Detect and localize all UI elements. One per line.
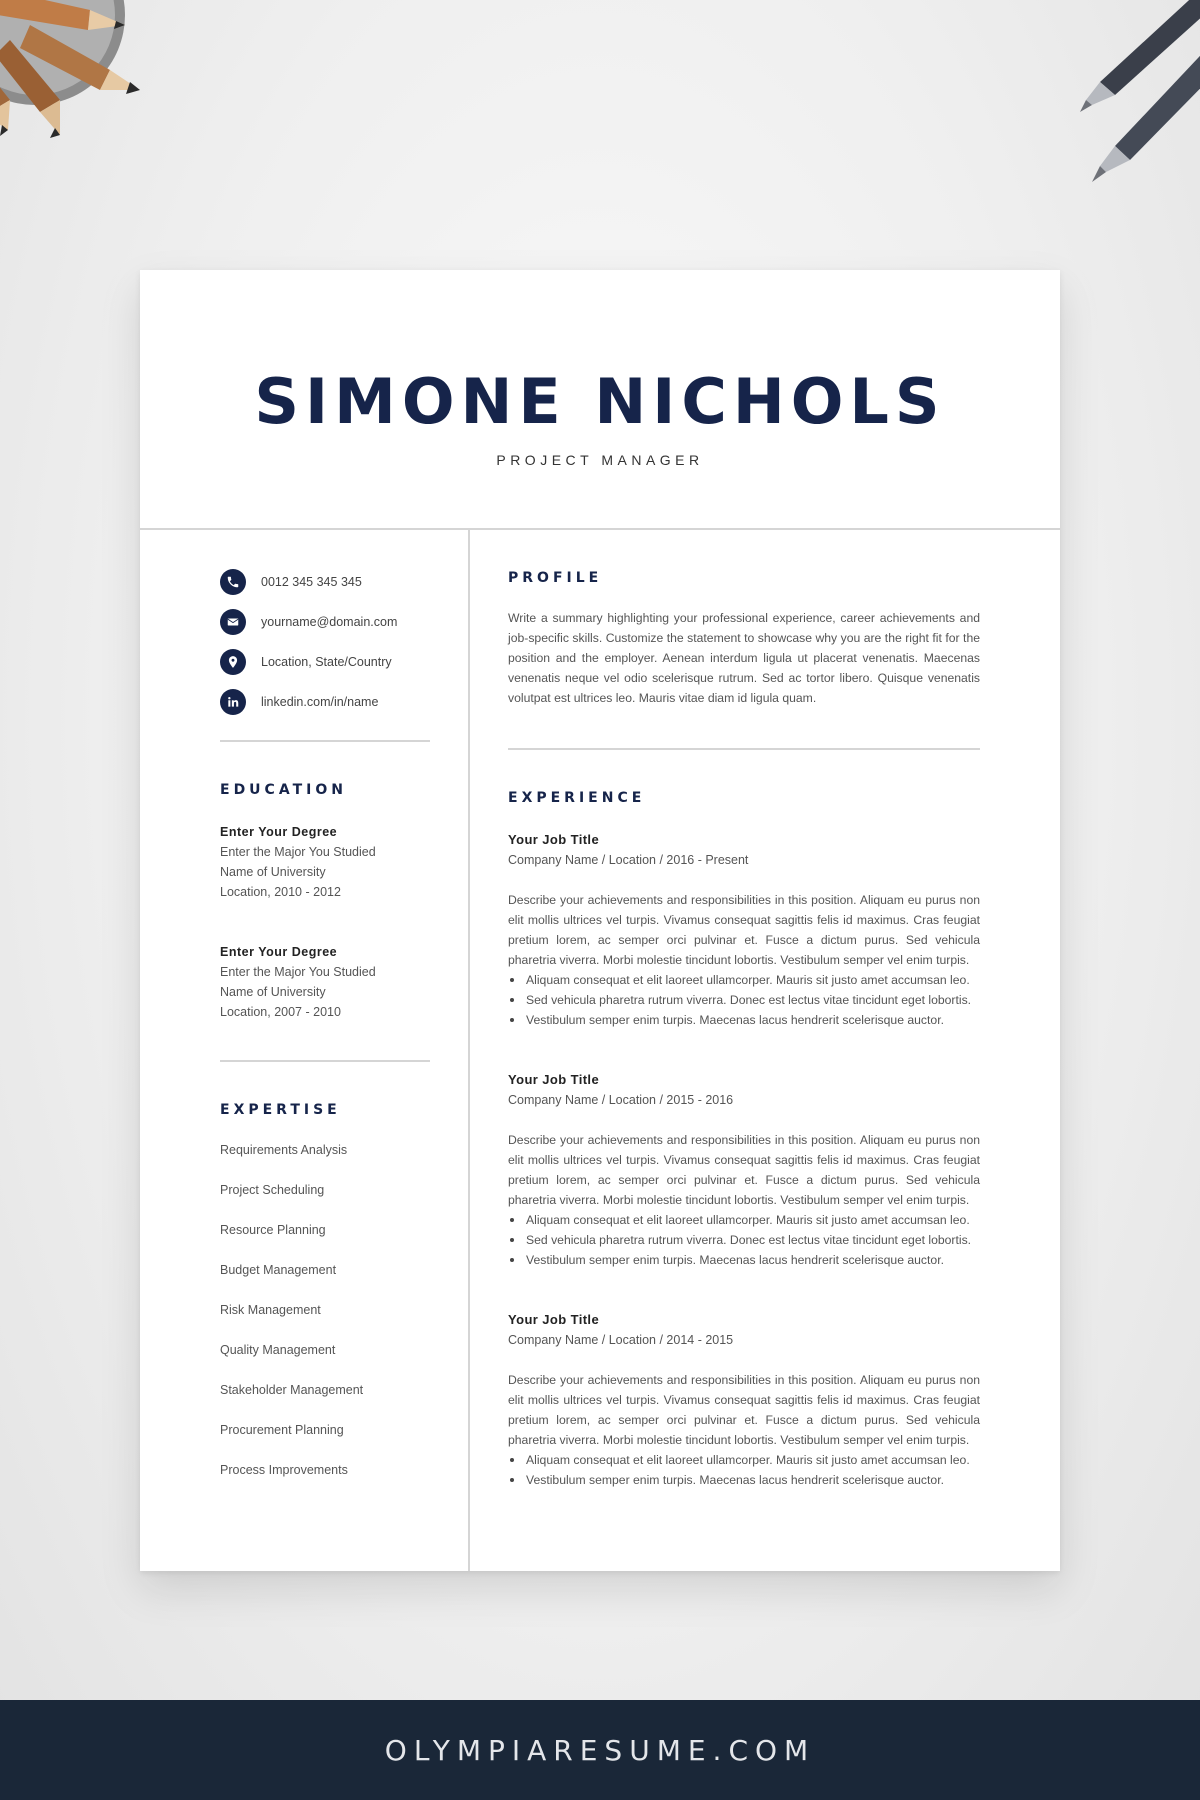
education-school: Name of University xyxy=(220,985,326,999)
expertise-item: Process Improvements xyxy=(220,1463,348,1477)
contact-phone xyxy=(220,569,430,595)
education-entry xyxy=(220,822,430,902)
contact-linkedin xyxy=(220,689,430,715)
location-icon xyxy=(220,649,246,675)
brand-url: OLYMPIARESUME.COM xyxy=(384,1733,816,1767)
expertise-item: Quality Management xyxy=(220,1343,336,1357)
expertise-item: Stakeholder Management xyxy=(220,1383,364,1397)
phone-icon xyxy=(220,569,246,595)
job-meta: Company Name / Location / 2015 - 2016 xyxy=(508,1093,734,1107)
expertise-item: Procurement Planning xyxy=(220,1423,344,1437)
job-bullet: Vestibulum semper enim turpis. Maecenas lacus hendrerit scelerisque auctor. xyxy=(508,1470,980,1490)
job-bullet: Vestibulum semper enim turpis. Maecenas lacus hendrerit scelerisque auctor. xyxy=(508,1250,980,1270)
sidebar-column xyxy=(220,530,430,1490)
job-title: Your Job Title xyxy=(508,832,600,847)
job-title: Your Job Title xyxy=(508,1072,600,1087)
experience-heading: EXPERIENCE xyxy=(508,790,646,806)
sidebar-separator xyxy=(220,740,430,742)
education-dates: Location, 2007 - 2010 xyxy=(220,1005,341,1019)
contact-location-text: Location, State/Country xyxy=(261,655,392,669)
experience-entry xyxy=(508,1310,980,1490)
contact-email-text: yourname@domain.com xyxy=(261,615,398,629)
education-school: Name of University xyxy=(220,865,326,879)
expertise-item: Project Scheduling xyxy=(220,1183,325,1197)
expertise-item: Requirements Analysis xyxy=(220,1143,348,1157)
pens-image xyxy=(980,0,1200,220)
main-separator xyxy=(508,748,980,750)
linkedin-icon xyxy=(220,689,246,715)
job-bullet: Aliquam consequat et elit laoreet ullamcorper. Mauris sit justo amet accumsan leo. xyxy=(508,970,980,990)
profile-summary: Write a summary highlighting your professional experience, career achievements and job-specific skills. Customize the statement to showcase why you are the right fit for the position and the employer. Aenean interdum ligula ut placerat venenatis. Maecenas venenatis neque vel odio scelerisque rutrum. Sed ac tortor libero. Quisque venenatis volutpat est ultrices leo. Mauris vitae diam id ligula quam. xyxy=(508,611,980,705)
resume-header xyxy=(140,270,1060,530)
main-column xyxy=(508,530,980,1490)
resume-page xyxy=(140,270,1060,1571)
job-description: Describe your achievements and responsibilities in this position. Aliquam eu purus non elit mollis ultrices vel turpis. Vivamus consequat sagittis felis id maximus. Cras feugiat pretium lorem, ac semper orci pulvinar et. Fusce a dictum purus. Sed vehicula pharetria viverra. Morbi molestie tincidunt lobortis. Vestibulum semper vel enim turpis. xyxy=(508,1373,980,1447)
job-bullets xyxy=(508,1450,980,1490)
job-meta: Company Name / Location / 2016 - Present xyxy=(508,853,749,867)
contact-phone-text: 0012 345 345 345 xyxy=(261,575,362,589)
candidate-role: PROJECT MANAGER xyxy=(496,452,704,468)
contact-location xyxy=(220,649,430,675)
job-bullet: Aliquam consequat et elit laoreet ullamcorper. Mauris sit justo amet accumsan leo. xyxy=(508,1210,980,1230)
expertise-item: Resource Planning xyxy=(220,1223,326,1237)
expertise-list xyxy=(220,1130,430,1490)
job-meta: Company Name / Location / 2014 - 2015 xyxy=(508,1333,734,1347)
job-bullet: Sed vehicula pharetra rutrum viverra. Donec est lectus vitae tincidunt eget lobortis. xyxy=(508,1230,980,1250)
job-bullet: Sed vehicula pharetra rutrum viverra. Donec est lectus vitae tincidunt eget lobortis. xyxy=(508,990,980,1010)
experience-entry xyxy=(508,830,980,1030)
job-title: Your Job Title xyxy=(508,1312,600,1327)
experience-entry xyxy=(508,1070,980,1270)
expertise-heading: EXPERTISE xyxy=(220,1102,341,1118)
job-bullet: Aliquam consequat et elit laoreet ullamcorper. Mauris sit justo amet accumsan leo. xyxy=(508,1450,980,1470)
pencil-cup-image xyxy=(0,0,180,170)
contact-email xyxy=(220,609,430,635)
expertise-item: Budget Management xyxy=(220,1263,337,1277)
contact-list xyxy=(220,569,430,715)
job-description: Describe your achievements and responsibilities in this position. Aliquam eu purus non elit mollis ultrices vel turpis. Vivamus consequat sagittis felis id maximus. Cras feugiat pretium lorem, ac semper orci pulvinar et. Fusce a dictum purus. Sed vehicula pharetria viverra. Morbi molestie tincidunt lobortis. Vestibulum semper vel enim turpis. xyxy=(508,893,980,967)
education-major: Enter the Major You Studied xyxy=(220,845,376,859)
column-divider xyxy=(468,530,470,1571)
contact-linkedin-text: linkedin.com/in/name xyxy=(261,695,379,709)
job-bullets xyxy=(508,1210,980,1270)
profile-heading: PROFILE xyxy=(508,570,603,586)
education-entry xyxy=(220,942,430,1022)
candidate-name: SIMONE NICHOLS xyxy=(254,365,946,438)
job-bullet: Vestibulum semper enim turpis. Maecenas lacus hendrerit scelerisque auctor. xyxy=(508,1010,980,1030)
education-dates: Location, 2010 - 2012 xyxy=(220,885,341,899)
education-major: Enter the Major You Studied xyxy=(220,965,376,979)
education-degree: Enter Your Degree xyxy=(220,825,338,839)
email-icon xyxy=(220,609,246,635)
footer-banner xyxy=(0,1700,1200,1800)
sidebar-separator xyxy=(220,1060,430,1062)
education-heading: EDUCATION xyxy=(220,782,347,798)
education-degree: Enter Your Degree xyxy=(220,945,338,959)
expertise-item: Risk Management xyxy=(220,1303,321,1317)
job-description: Describe your achievements and responsibilities in this position. Aliquam eu purus non elit mollis ultrices vel turpis. Vivamus consequat sagittis felis id maximus. Cras feugiat pretium lorem, ac semper orci pulvinar et. Fusce a dictum purus. Sed vehicula pharetria viverra. Morbi molestie tincidunt lobortis. Vestibulum semper vel enim turpis. xyxy=(508,1133,980,1207)
job-bullets xyxy=(508,970,980,1030)
